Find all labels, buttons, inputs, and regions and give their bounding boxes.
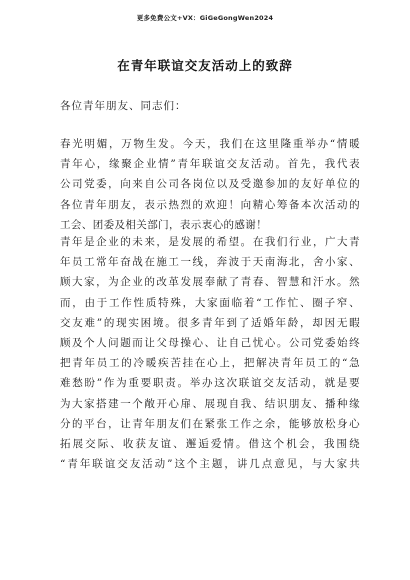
paragraph-line: 工会、团委及相关部门，表示衷心的感谢！ — [60, 218, 268, 231]
paragraph-line: 年员工常年奋战在施工一线，奔波于天南海北，舍小家、 — [60, 256, 360, 269]
salutation: 各位青年朋友、同志们： — [60, 100, 187, 112]
paragraph-line: 顾及个人问题而让父母操心、让自己忧心。公司党委始终 — [60, 337, 360, 350]
paragraph-line: 交友难”的现实困境。很多青年到了适婚年龄，却因无暇 — [60, 316, 360, 329]
paragraph-line: 为大家搭建一个敞开心扉、展现自我、结识朋友、播种缘 — [60, 397, 360, 410]
paragraph-line: 春光明媚，万物生发。今天，我们在这里隆重举办“情暖 — [60, 138, 360, 150]
paragraph-line: 青年是企业的未来，是发展的希望。在我们行业，广大青 — [60, 236, 360, 248]
document-title: 在青年联谊交友活动上的致辞 — [117, 58, 293, 73]
paragraph-line: 顾大家，为企业的改革发展奉献了青春、智慧和汗水。然 — [60, 276, 360, 289]
paragraph-1 — [60, 134, 360, 235]
paragraph-line: 拓展交际、收获友谊、邂逅爱情。借这个机会，我围绕 — [60, 438, 360, 451]
paragraph-line: 而，由于工作性质特殊，大家面临着“工作忙、圈子窄、 — [60, 296, 360, 309]
paragraph-line: “青年联谊交友活动”这个主题，讲几点意见，与大家共 — [60, 458, 360, 471]
paragraph-2 — [60, 232, 360, 474]
paragraph-line: 把青年员工的冷暖疾苦挂在心上，把解决青年员工的“急 — [60, 357, 360, 370]
paragraph-line: 公司党委，向来自公司各岗位以及受邀参加的友好单位的 — [60, 178, 360, 191]
paragraph-line: 青年心，缘聚企业情”青年联谊交友活动。首先，我代表 — [60, 158, 360, 171]
paragraph-line: 各位青年朋友，表示热烈的欢迎！向精心筹备本次活动的 — [60, 198, 360, 211]
paragraph-line: 分的平台，让青年朋友们在紧张工作之余，能够放松身心 — [60, 417, 360, 430]
paragraph-line: 难愁盼”作为重要职责。举办这次联谊交友活动，就是要 — [60, 377, 360, 390]
header-note: 更多免费公文+VX：GiGeGongWen2024 — [136, 14, 274, 22]
